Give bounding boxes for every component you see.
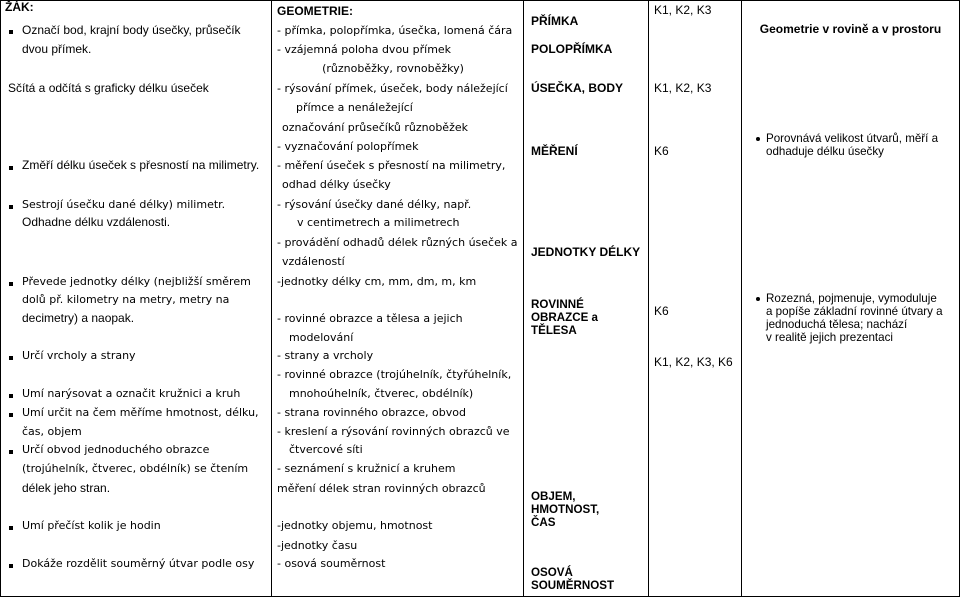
- topic-line: OBRAZCE a: [531, 311, 598, 324]
- outcome-text: Určí vrcholy a strany: [22, 349, 136, 362]
- outcome-text: Dokáže rozdělit souměrný útvar podle osy: [22, 557, 255, 570]
- curriculum-line: -jednotky času: [277, 539, 358, 552]
- outcome-text: decimetry) a naopak.: [22, 311, 135, 325]
- list-bullet: [9, 166, 13, 170]
- outcome-text: Umí přečíst kolik je hodin: [22, 519, 161, 532]
- column-divider: [741, 0, 742, 597]
- curriculum-line: - rovinné obrazce a tělesa a jejich: [277, 312, 463, 325]
- topic-label-block: [531, 298, 598, 337]
- curriculum-line: - seznámení s kružnicí a kruhem: [277, 462, 456, 475]
- list-bullet: [9, 30, 13, 34]
- list-bullet: [756, 297, 760, 301]
- topic-line: ROVINNÉ: [531, 298, 584, 311]
- curriculum-line: - osová souměrnost: [277, 557, 386, 570]
- topic-label: MĚŘENÍ: [531, 144, 578, 158]
- curriculum-line: vzdáleností: [282, 255, 345, 268]
- curriculum-line: - rýsování přímek, úseček, body náležející: [277, 82, 508, 95]
- curriculum-line: -jednotky délky cm, mm, dm, m, km: [277, 275, 477, 288]
- competence-code: K1, K2, K3, K6: [654, 355, 733, 369]
- curriculum-line: odhad délky úsečky: [282, 178, 391, 191]
- list-bullet: [9, 356, 13, 360]
- topic-line: ČAS: [531, 516, 556, 529]
- outcome-line: Porovnává velikost útvarů, měří a: [766, 132, 939, 145]
- column-header-student: ŽÁK:: [5, 0, 34, 14]
- outcome-text: Označí bod, krajní body úsečky, průsečík: [22, 23, 241, 37]
- outcome-text: Sčítá a odčítá s graficky délku úseček: [8, 81, 209, 95]
- curriculum-line: modelování: [289, 331, 354, 344]
- topic-label: POLOPŘÍMKA: [531, 42, 613, 56]
- curriculum-line: - strany a vrcholy: [277, 349, 374, 362]
- list-bullet: [9, 413, 13, 417]
- list-bullet: [9, 450, 13, 454]
- list-bullet: [9, 205, 13, 209]
- outcome-text: Určí obvod jednoduchého obrazce: [22, 443, 210, 456]
- outcome-text: (trojúhelník, čtverec, obdélník) se čtením: [22, 462, 249, 475]
- list-bullet: [756, 137, 760, 141]
- column-divider: [523, 0, 524, 597]
- topic-line: OBJEM,: [531, 490, 576, 503]
- curriculum-line: - měření úseček s přesností na milimetry,: [277, 159, 506, 172]
- outcome-text: Odhadne délku vzdálenosti.: [22, 215, 171, 229]
- outcome-text: Umí určit na čem měříme hmotnost, délku,: [22, 406, 259, 419]
- outcome-text: dvou přímek.: [22, 42, 92, 56]
- topic-line: TĚLESA: [531, 324, 577, 337]
- competence-code: K6: [654, 144, 669, 158]
- list-bullet: [9, 282, 13, 286]
- curriculum-line: - kreslení a rýsování rovinných obrazců ve: [277, 425, 510, 438]
- column-header-geometry-space: Geometrie v rovině a v prostoru: [759, 22, 942, 36]
- topic-label: JEDNOTKY DÉLKY: [531, 245, 641, 259]
- column-divider: [271, 0, 272, 597]
- curriculum-line: označování průsečíků různoběžek: [282, 121, 468, 134]
- curriculum-line: - vyznačování polopřímek: [277, 140, 419, 153]
- topic-label: ÚSEČKA, BODY: [531, 81, 624, 95]
- list-bullet: [9, 526, 13, 530]
- curriculum-line: čtvercové síti: [289, 443, 363, 456]
- topic-line: HMOTNOST,: [531, 503, 600, 516]
- column-divider: [648, 0, 649, 597]
- column-header-geometry: GEOMETRIE:: [277, 4, 354, 18]
- curriculum-line: - strana rovinného obrazce, obvod: [277, 406, 466, 419]
- topic-line: SOUMĚRNOST: [531, 579, 615, 592]
- outcome-text: čas, objem: [22, 425, 82, 438]
- outcome-text: Umí narýsovat a označit kružnici a kruh: [22, 387, 241, 400]
- competence-code: K1, K2, K3: [654, 81, 712, 95]
- outcome-text: Změří délku úseček s přesností na milimetry.: [22, 158, 260, 172]
- list-bullet: [9, 564, 13, 568]
- topic-label-block: [531, 566, 614, 592]
- curriculum-line: přímce a nenáležející: [296, 101, 413, 114]
- outcome-text: Převede jednotky délky (nejbližší směrem: [22, 275, 251, 288]
- curriculum-line: - provádění odhadů délek různých úseček a: [277, 236, 518, 249]
- outcome-line: jednoduchá tělesa; nachází: [766, 318, 908, 331]
- curriculum-line: - přímka, polopřímka, úsečka, lomená čára: [277, 24, 513, 37]
- curriculum-line: - vzájemná poloha dvou přímek: [277, 43, 452, 56]
- outcome-text: Sestrojí úsečku dané délky) milimetr.: [22, 198, 226, 211]
- topic-label: PŘÍMKA: [531, 14, 579, 28]
- outcome-line: v realitě jejich prezentaci: [766, 331, 893, 344]
- outcome-line: Rozezná, pojmenuje, vymoduluje: [766, 292, 937, 305]
- curriculum-line: - rýsování úsečky dané délky, např.: [277, 198, 472, 211]
- outcome-block: [766, 132, 938, 158]
- outcome-text: dolů př. kilometry na metry, metry na: [22, 293, 230, 306]
- competence-code: K6: [654, 304, 669, 318]
- outcome-line: odhaduje délku úsečky: [766, 145, 884, 158]
- curriculum-line: -jednotky objemu, hmotnost: [277, 519, 433, 532]
- curriculum-line: mnohoúhelník, čtverec, obdélník): [289, 387, 474, 400]
- outcome-line: a popíše základní rovinné útvary a: [766, 305, 943, 318]
- curriculum-line: (různoběžky, rovnoběžky): [322, 62, 464, 75]
- curriculum-line: v centimetrech a milimetrech: [297, 216, 460, 229]
- curriculum-line: měření délek stran rovinných obrazců: [277, 482, 486, 495]
- competence-code: K1, K2, K3: [654, 3, 712, 17]
- outcome-block: [766, 292, 943, 344]
- topic-label-block: [531, 490, 599, 529]
- topic-line: OSOVÁ: [531, 566, 573, 579]
- list-bullet: [9, 394, 13, 398]
- outcome-text: délek jeho stran.: [22, 481, 111, 495]
- curriculum-line: - rovinné obrazce (trojúhelník, čtyřúhelník,: [277, 368, 512, 381]
